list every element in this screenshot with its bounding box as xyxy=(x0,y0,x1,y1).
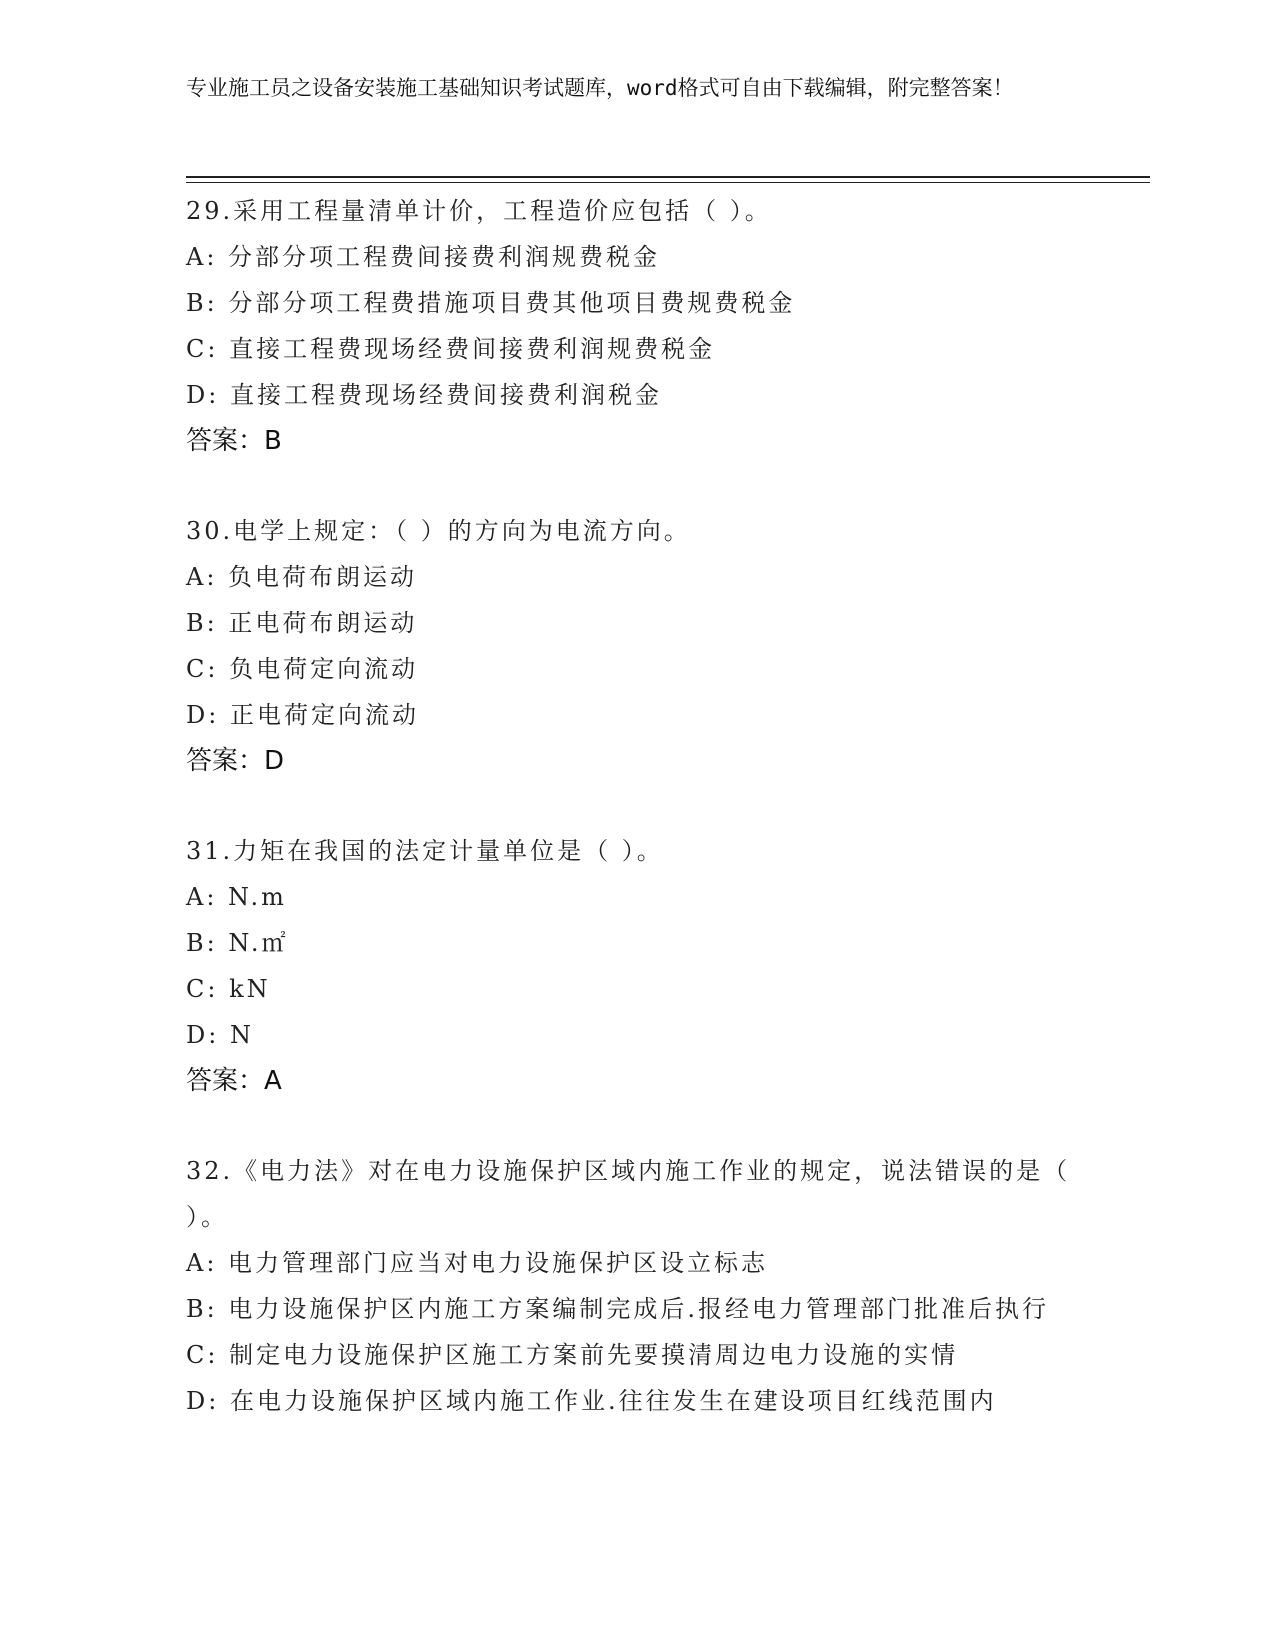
option-d: D: 在电力设施保护区域内施工作业.往往发生在建设项目红线范围内 xyxy=(186,1387,997,1415)
option-a: A: 分部分项工程费间接费利润规费税金 xyxy=(186,243,661,271)
option-b: B: N.㎡ xyxy=(186,929,289,957)
option-a: A: N.m xyxy=(186,883,287,911)
option-d: D: 正电荷定向流动 xyxy=(186,701,419,729)
question-stem: 32.《电力法》对在电力设施保护区域内施工作业的规定，说法错误的是（ ）。 xyxy=(186,1157,1071,1231)
option-c: C: 制定电力设施保护区施工方案前先要摸清周边电力设施的实情 xyxy=(186,1341,959,1369)
option-c: C: 负电荷定向流动 xyxy=(186,655,419,683)
option-c: C: kN xyxy=(186,975,271,1003)
question-30 xyxy=(186,508,1086,784)
option-b: B: 分部分项工程费措施项目费其他项目费规费税金 xyxy=(186,289,796,317)
question-gap xyxy=(186,784,1086,828)
header-divider-thick xyxy=(186,176,1150,178)
answer-line: 答案：A xyxy=(186,1066,282,1096)
option-b: B: 正电荷布朗运动 xyxy=(186,609,418,637)
option-a: A: 电力管理部门应当对电力设施保护区设立标志 xyxy=(186,1249,769,1277)
question-29 xyxy=(186,188,1086,464)
question-32 xyxy=(186,1148,1086,1424)
question-stem: 31.力矩在我国的法定计量单位是（ ）。 xyxy=(186,837,664,865)
question-stem: 30.电学上规定：（ ）的方向为电流方向。 xyxy=(186,517,691,545)
question-gap xyxy=(186,464,1086,508)
question-list xyxy=(186,188,1086,1424)
option-b: B: 电力设施保护区内施工方案编制完成后.报经电力管理部门批准后执行 xyxy=(186,1295,1049,1323)
option-d: D: 直接工程费现场经费间接费利润税金 xyxy=(186,381,662,409)
question-stem: 29.采用工程量清单计价，工程造价应包括（ ）。 xyxy=(186,197,772,225)
option-c: C: 直接工程费现场经费间接费利润规费税金 xyxy=(186,335,716,363)
answer-line: 答案：D xyxy=(186,746,285,776)
option-a: A: 负电荷布朗运动 xyxy=(186,563,418,591)
question-gap xyxy=(186,1104,1086,1148)
option-d: D: N xyxy=(186,1021,254,1049)
question-31 xyxy=(186,828,1086,1104)
document-header-text: 专业施工员之设备安装施工基础知识考试题库，word格式可自由下载编辑，附完整答案！ xyxy=(186,76,1014,100)
header-divider-thin xyxy=(186,182,1150,183)
answer-line: 答案：B xyxy=(186,426,282,456)
